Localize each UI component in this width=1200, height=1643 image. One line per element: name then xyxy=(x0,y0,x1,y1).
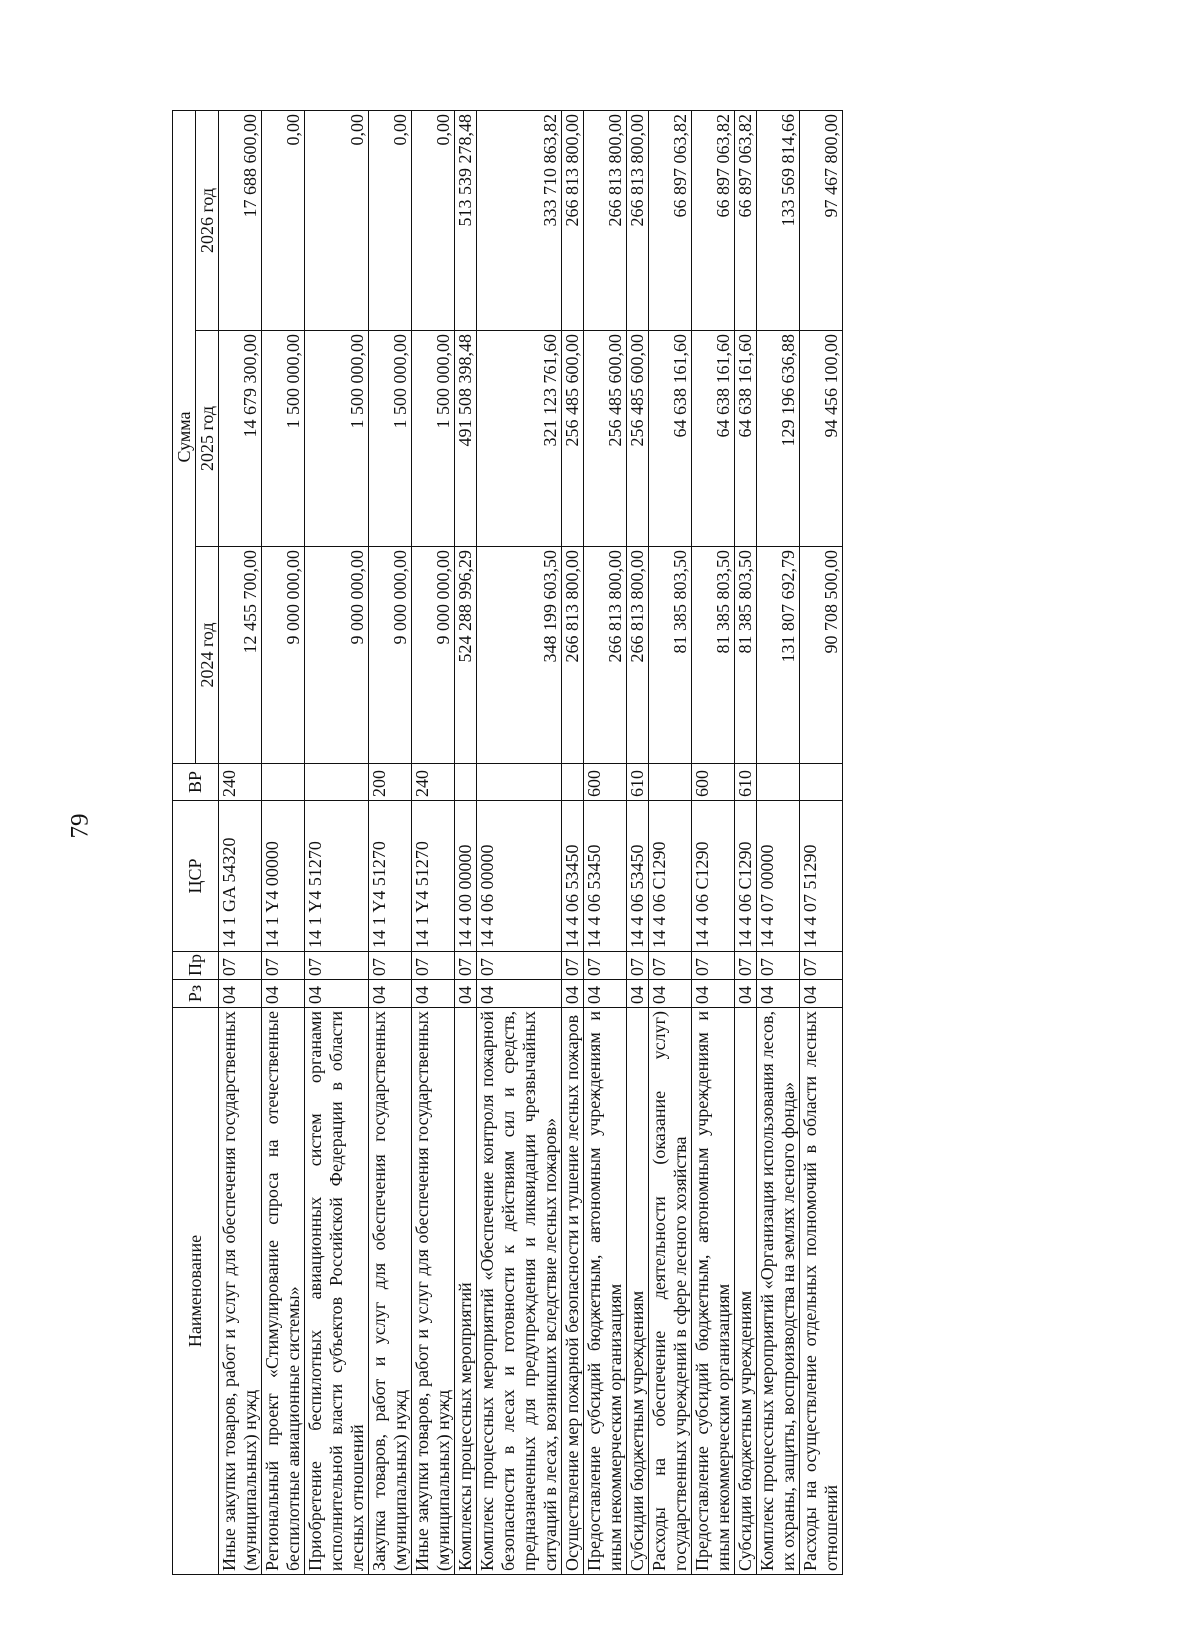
row-amount-2025: 129 196 636,88 xyxy=(757,331,800,547)
row-amount-2026: 266 813 800,00 xyxy=(562,110,584,330)
row-rz: 04 xyxy=(219,980,262,1008)
row-amount-2024: 12 455 700,00 xyxy=(219,547,262,764)
row-name: Комплекс процессных мероприятий «Организация использования лесов, их охраны, защиты, воспроизводства на землях лесного фонда» xyxy=(757,1008,800,1575)
row-amount-2025: 1 500 000,00 xyxy=(412,331,455,547)
row-csr: 14 4 06 53450 xyxy=(584,801,627,952)
header-sum: Сумма xyxy=(173,110,196,763)
table-row xyxy=(477,110,562,1574)
row-vr xyxy=(305,764,369,801)
row-amount-2026: 0,00 xyxy=(412,110,455,330)
row-rz: 04 xyxy=(627,980,649,1008)
row-amount-2025: 64 638 161,60 xyxy=(649,331,692,547)
row-amount-2025: 64 638 161,60 xyxy=(735,331,757,547)
row-pr: 07 xyxy=(369,952,412,980)
row-csr: 14 1 GA 54320 xyxy=(219,801,262,952)
header-csr: ЦСР xyxy=(173,801,219,952)
row-amount-2025: 491 508 398,48 xyxy=(455,331,477,547)
row-amount-2025: 64 638 161,60 xyxy=(692,331,735,547)
table-row xyxy=(412,110,455,1574)
row-csr: 14 4 06 C1290 xyxy=(692,801,735,952)
row-csr: 14 4 00 00000 xyxy=(455,801,477,952)
row-csr: 14 1 Y4 00000 xyxy=(262,801,305,952)
row-rz: 04 xyxy=(757,980,800,1008)
row-pr: 07 xyxy=(757,952,800,980)
row-name: Предоставление субсидий бюджетным, автономным учреждениям и иным некоммерческим организациям xyxy=(584,1008,627,1575)
row-amount-2026: 0,00 xyxy=(262,110,305,330)
budget-table xyxy=(172,110,843,1575)
row-amount-2025: 256 485 600,00 xyxy=(562,331,584,547)
row-amount-2026: 66 897 063,82 xyxy=(692,110,735,330)
row-amount-2024: 9 000 000,00 xyxy=(369,547,412,764)
row-pr: 07 xyxy=(477,952,562,980)
row-amount-2024: 81 385 803,50 xyxy=(735,547,757,764)
row-amount-2024: 266 813 800,00 xyxy=(627,547,649,764)
table-row xyxy=(262,110,305,1574)
table-row xyxy=(369,110,412,1574)
row-rz: 04 xyxy=(477,980,562,1008)
row-amount-2024: 266 813 800,00 xyxy=(584,547,627,764)
row-amount-2024: 266 813 800,00 xyxy=(562,547,584,764)
row-pr: 07 xyxy=(262,952,305,980)
row-vr xyxy=(757,764,800,801)
row-amount-2025: 256 485 600,00 xyxy=(627,331,649,547)
table-row xyxy=(692,110,735,1574)
row-amount-2026: 66 897 063,82 xyxy=(735,110,757,330)
row-amount-2026: 0,00 xyxy=(369,110,412,330)
row-pr: 07 xyxy=(735,952,757,980)
row-pr: 07 xyxy=(455,952,477,980)
row-rz: 04 xyxy=(369,980,412,1008)
row-rz: 04 xyxy=(262,980,305,1008)
table-row xyxy=(627,110,649,1574)
row-csr: 14 4 06 C1290 xyxy=(735,801,757,952)
header-vr: ВР xyxy=(173,764,219,801)
row-amount-2026: 513 539 278,48 xyxy=(455,110,477,330)
row-vr: 610 xyxy=(735,764,757,801)
row-rz: 04 xyxy=(562,980,584,1008)
row-rz: 04 xyxy=(305,980,369,1008)
table-row xyxy=(584,110,627,1574)
row-pr: 07 xyxy=(562,952,584,980)
row-rz: 04 xyxy=(412,980,455,1008)
row-pr: 07 xyxy=(412,952,455,980)
row-rz: 04 xyxy=(735,980,757,1008)
row-amount-2024: 81 385 803,50 xyxy=(649,547,692,764)
table-row xyxy=(219,110,262,1574)
row-amount-2024: 81 385 803,50 xyxy=(692,547,735,764)
row-vr xyxy=(800,764,843,801)
row-name: Субсидии бюджетным учреждениям xyxy=(735,1008,757,1575)
table-row xyxy=(562,110,584,1574)
row-pr: 07 xyxy=(649,952,692,980)
table-body xyxy=(219,110,843,1574)
budget-table-page xyxy=(172,111,1050,1575)
row-vr: 240 xyxy=(412,764,455,801)
row-vr xyxy=(477,764,562,801)
row-pr: 07 xyxy=(627,952,649,980)
row-csr: 14 1 Y4 51270 xyxy=(412,801,455,952)
row-amount-2024: 524 288 996,29 xyxy=(455,547,477,764)
row-amount-2026: 17 688 600,00 xyxy=(219,110,262,330)
row-vr: 610 xyxy=(627,764,649,801)
row-amount-2026: 333 710 863,82 xyxy=(477,110,562,330)
header-pr: Пр xyxy=(173,952,219,980)
row-name: Комплекс процессных мероприятий «Обеспечение контроля пожарной безопасности в лесах и готовности к действиям сил и средств, предназначенных для предупреждения и ликвидации чрезвычайных ситуаций в лесах, возникших вследствие лесных пожаров» xyxy=(477,1008,562,1575)
row-name: Расходы на обеспечение деятельности (оказание услуг) государственных учреждений в сфере лесного хозяйства xyxy=(649,1008,692,1575)
row-vr: 240 xyxy=(219,764,262,801)
header-2024: 2024 год xyxy=(196,547,219,764)
header-row-1 xyxy=(173,110,196,1574)
row-vr xyxy=(455,764,477,801)
table-row xyxy=(735,110,757,1574)
row-amount-2025: 1 500 000,00 xyxy=(305,331,369,547)
row-rz: 04 xyxy=(692,980,735,1008)
row-pr: 07 xyxy=(692,952,735,980)
row-name: Комплексы процессных мероприятий xyxy=(455,1008,477,1575)
row-pr: 07 xyxy=(800,952,843,980)
row-name: Предоставление субсидий бюджетным, автономным учреждениям и иным некоммерческим организациям xyxy=(692,1008,735,1575)
row-amount-2024: 9 000 000,00 xyxy=(412,547,455,764)
row-csr: 14 4 07 51290 xyxy=(800,801,843,952)
row-vr xyxy=(649,764,692,801)
row-name: Закупка товаров, работ и услуг для обеспечения государственных (муниципальных) нужд xyxy=(369,1008,412,1575)
row-amount-2026: 66 897 063,82 xyxy=(649,110,692,330)
row-name: Расходы на осуществление отдельных полномочий в области лесных отношений xyxy=(800,1008,843,1575)
row-name: Иные закупки товаров, работ и услуг для обеспечения государственных (муниципальных) нужд xyxy=(412,1008,455,1575)
row-amount-2025: 14 679 300,00 xyxy=(219,331,262,547)
table-row xyxy=(305,110,369,1574)
row-csr: 14 4 06 53450 xyxy=(627,801,649,952)
row-amount-2025: 94 456 100,00 xyxy=(800,331,843,547)
header-2025: 2025 год xyxy=(196,331,219,547)
row-csr: 14 4 06 00000 xyxy=(477,801,562,952)
row-amount-2026: 266 813 800,00 xyxy=(627,110,649,330)
row-rz: 04 xyxy=(455,980,477,1008)
row-amount-2024: 9 000 000,00 xyxy=(305,547,369,764)
row-name: Региональный проект «Стимулирование спроса на отечественные беспилотные авиационные системы» xyxy=(262,1008,305,1575)
row-name: Осуществление мер пожарной безопасности и тушение лесных пожаров xyxy=(562,1008,584,1575)
row-amount-2026: 266 813 800,00 xyxy=(584,110,627,330)
row-csr: 14 1 Y4 51270 xyxy=(369,801,412,952)
row-vr: 200 xyxy=(369,764,412,801)
row-pr: 07 xyxy=(219,952,262,980)
row-csr: 14 1 Y4 51270 xyxy=(305,801,369,952)
row-vr xyxy=(562,764,584,801)
row-rz: 04 xyxy=(649,980,692,1008)
row-amount-2024: 131 807 692,79 xyxy=(757,547,800,764)
row-amount-2026: 133 569 814,66 xyxy=(757,110,800,330)
table-row xyxy=(649,110,692,1574)
row-amount-2024: 90 708 500,00 xyxy=(800,547,843,764)
row-rz: 04 xyxy=(584,980,627,1008)
row-rz: 04 xyxy=(800,980,843,1008)
row-vr: 600 xyxy=(584,764,627,801)
row-vr xyxy=(262,764,305,801)
header-rz: Рз xyxy=(173,980,219,1008)
row-amount-2025: 1 500 000,00 xyxy=(369,331,412,547)
row-pr: 07 xyxy=(584,952,627,980)
row-name: Субсидии бюджетным учреждениям xyxy=(627,1008,649,1575)
row-csr: 14 4 06 53450 xyxy=(562,801,584,952)
row-name: Приобретение беспилотных авиационных систем органами исполнительной власти субъектов Российской Федерации в области лесных отношений xyxy=(305,1008,369,1575)
row-pr: 07 xyxy=(305,952,369,980)
header-2026: 2026 год xyxy=(196,110,219,330)
header-name: Наименование xyxy=(173,1008,219,1575)
row-amount-2024: 9 000 000,00 xyxy=(262,547,305,764)
table-row xyxy=(757,110,800,1574)
page-number: 79 xyxy=(66,813,94,839)
table-row xyxy=(455,110,477,1574)
table-row xyxy=(800,110,843,1574)
row-amount-2025: 256 485 600,00 xyxy=(584,331,627,547)
row-amount-2026: 97 467 800,00 xyxy=(800,110,843,330)
row-csr: 14 4 06 C1290 xyxy=(649,801,692,952)
row-amount-2025: 1 500 000,00 xyxy=(262,331,305,547)
row-vr: 600 xyxy=(692,764,735,801)
row-amount-2024: 348 199 603,50 xyxy=(477,547,562,764)
row-amount-2025: 321 123 761,60 xyxy=(477,331,562,547)
row-csr: 14 4 07 00000 xyxy=(757,801,800,952)
row-amount-2026: 0,00 xyxy=(305,110,369,330)
row-name: Иные закупки товаров, работ и услуг для обеспечения государственных (муниципальных) нужд xyxy=(219,1008,262,1575)
